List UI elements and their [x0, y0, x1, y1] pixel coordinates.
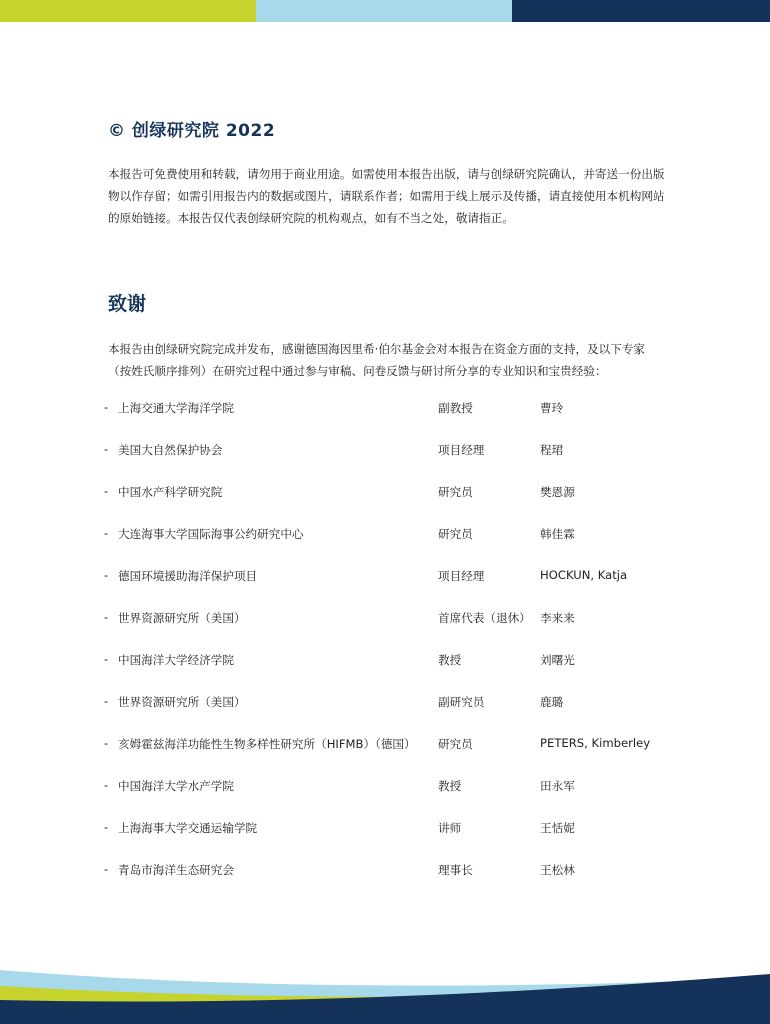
expert-title: 项目经理	[438, 569, 485, 583]
expert-organization: 中国水产科学研究院	[118, 485, 223, 499]
expert-name: 鹿璐	[540, 695, 564, 709]
acknowledgement-heading: 致谢	[108, 293, 147, 315]
expert-list	[104, 400, 744, 904]
expert-row	[104, 526, 744, 568]
expert-row	[104, 400, 744, 442]
expert-row	[104, 442, 744, 484]
expert-organization: 美国大自然保护协会	[118, 443, 223, 457]
expert-row	[104, 778, 744, 820]
expert-organization: 亥姆霍兹海洋功能性生物多样性研究所（HIFMB）（德国）	[118, 737, 416, 751]
list-dash: -	[104, 442, 109, 456]
list-dash: -	[104, 484, 109, 498]
expert-title: 研究员	[438, 485, 473, 499]
footer-wave-decoration	[0, 960, 770, 1024]
expert-name: 李来来	[540, 611, 575, 625]
list-dash: -	[104, 820, 109, 834]
expert-name: 韩佳霖	[540, 527, 575, 541]
expert-title: 副教授	[438, 401, 473, 415]
top-bar-sky-segment	[256, 0, 512, 22]
expert-organization: 世界资源研究所（美国）	[118, 611, 246, 625]
expert-row	[104, 610, 744, 652]
expert-row	[104, 694, 744, 736]
expert-organization: 上海海事大学交通运输学院	[118, 821, 258, 835]
expert-name: 王松林	[540, 863, 575, 877]
expert-organization: 青岛市海洋生态研究会	[118, 863, 234, 877]
list-dash: -	[104, 610, 109, 624]
top-color-bar	[0, 0, 770, 22]
expert-name: HOCKUN, Katja	[540, 568, 628, 582]
expert-organization: 中国海洋大学经济学院	[118, 653, 234, 667]
expert-name: PETERS, Kimberley	[540, 736, 651, 750]
list-dash: -	[104, 862, 109, 876]
list-dash: -	[104, 736, 109, 750]
expert-organization: 世界资源研究所（美国）	[118, 695, 246, 709]
expert-name: 程珺	[540, 443, 564, 457]
list-dash: -	[104, 400, 109, 414]
expert-row	[104, 484, 744, 526]
list-dash: -	[104, 526, 109, 540]
expert-title: 研究员	[438, 737, 473, 751]
expert-row	[104, 652, 744, 694]
expert-row	[104, 736, 744, 778]
expert-title: 讲师	[438, 821, 462, 835]
acknowledgement-paragraph: 本报告由创绿研究院完成并发布，感谢德国海因里希·伯尔基金会对本报告在资金方面的支持，及以下专家（按姓氏顺序排列）在研究过程中通过参与审稿、问卷反馈与研讨所分享的专业知识和宝贵经验：	[108, 342, 646, 378]
expert-row	[104, 820, 744, 862]
expert-name: 刘曙光	[540, 653, 575, 667]
top-bar-navy-segment	[512, 0, 770, 22]
copyright-paragraph: 本报告可免费使用和转载，请勿用于商业用途。如需使用本报告出版，请与创绿研究院确认，并寄送一份出版物以作存留；如需引用报告内的数据或图片，请联系作者；如需用于线上展示及传播，请直接使用本机构网站的原始链接。本报告仅代表创绿研究院的机构观点，如有不当之处，敬请指正。	[108, 167, 665, 225]
expert-title: 首席代表（退休）	[438, 611, 531, 625]
copyright-heading: © 创绿研究院 2022	[108, 121, 276, 141]
expert-title: 教授	[438, 653, 462, 667]
expert-organization: 大连海事大学国际海事公约研究中心	[118, 527, 304, 541]
expert-name: 田永军	[540, 779, 575, 793]
expert-name: 樊恩源	[540, 485, 575, 499]
expert-organization: 中国海洋大学水产学院	[118, 779, 234, 793]
expert-name: 曹玲	[540, 401, 564, 415]
expert-row	[104, 568, 744, 610]
list-dash: -	[104, 568, 109, 582]
list-dash: -	[104, 652, 109, 666]
expert-organization: 上海交通大学海洋学院	[118, 401, 234, 415]
expert-name: 王恬妮	[540, 821, 575, 835]
top-bar-lime-segment	[0, 0, 256, 22]
expert-title: 研究员	[438, 527, 473, 541]
expert-title: 教授	[438, 779, 462, 793]
expert-row	[104, 862, 744, 904]
list-dash: -	[104, 694, 109, 708]
expert-title: 理事长	[438, 863, 473, 877]
expert-title: 项目经理	[438, 443, 485, 457]
expert-organization: 德国环境援助海洋保护项目	[118, 569, 258, 583]
list-dash: -	[104, 778, 109, 792]
expert-title: 副研究员	[438, 695, 485, 709]
